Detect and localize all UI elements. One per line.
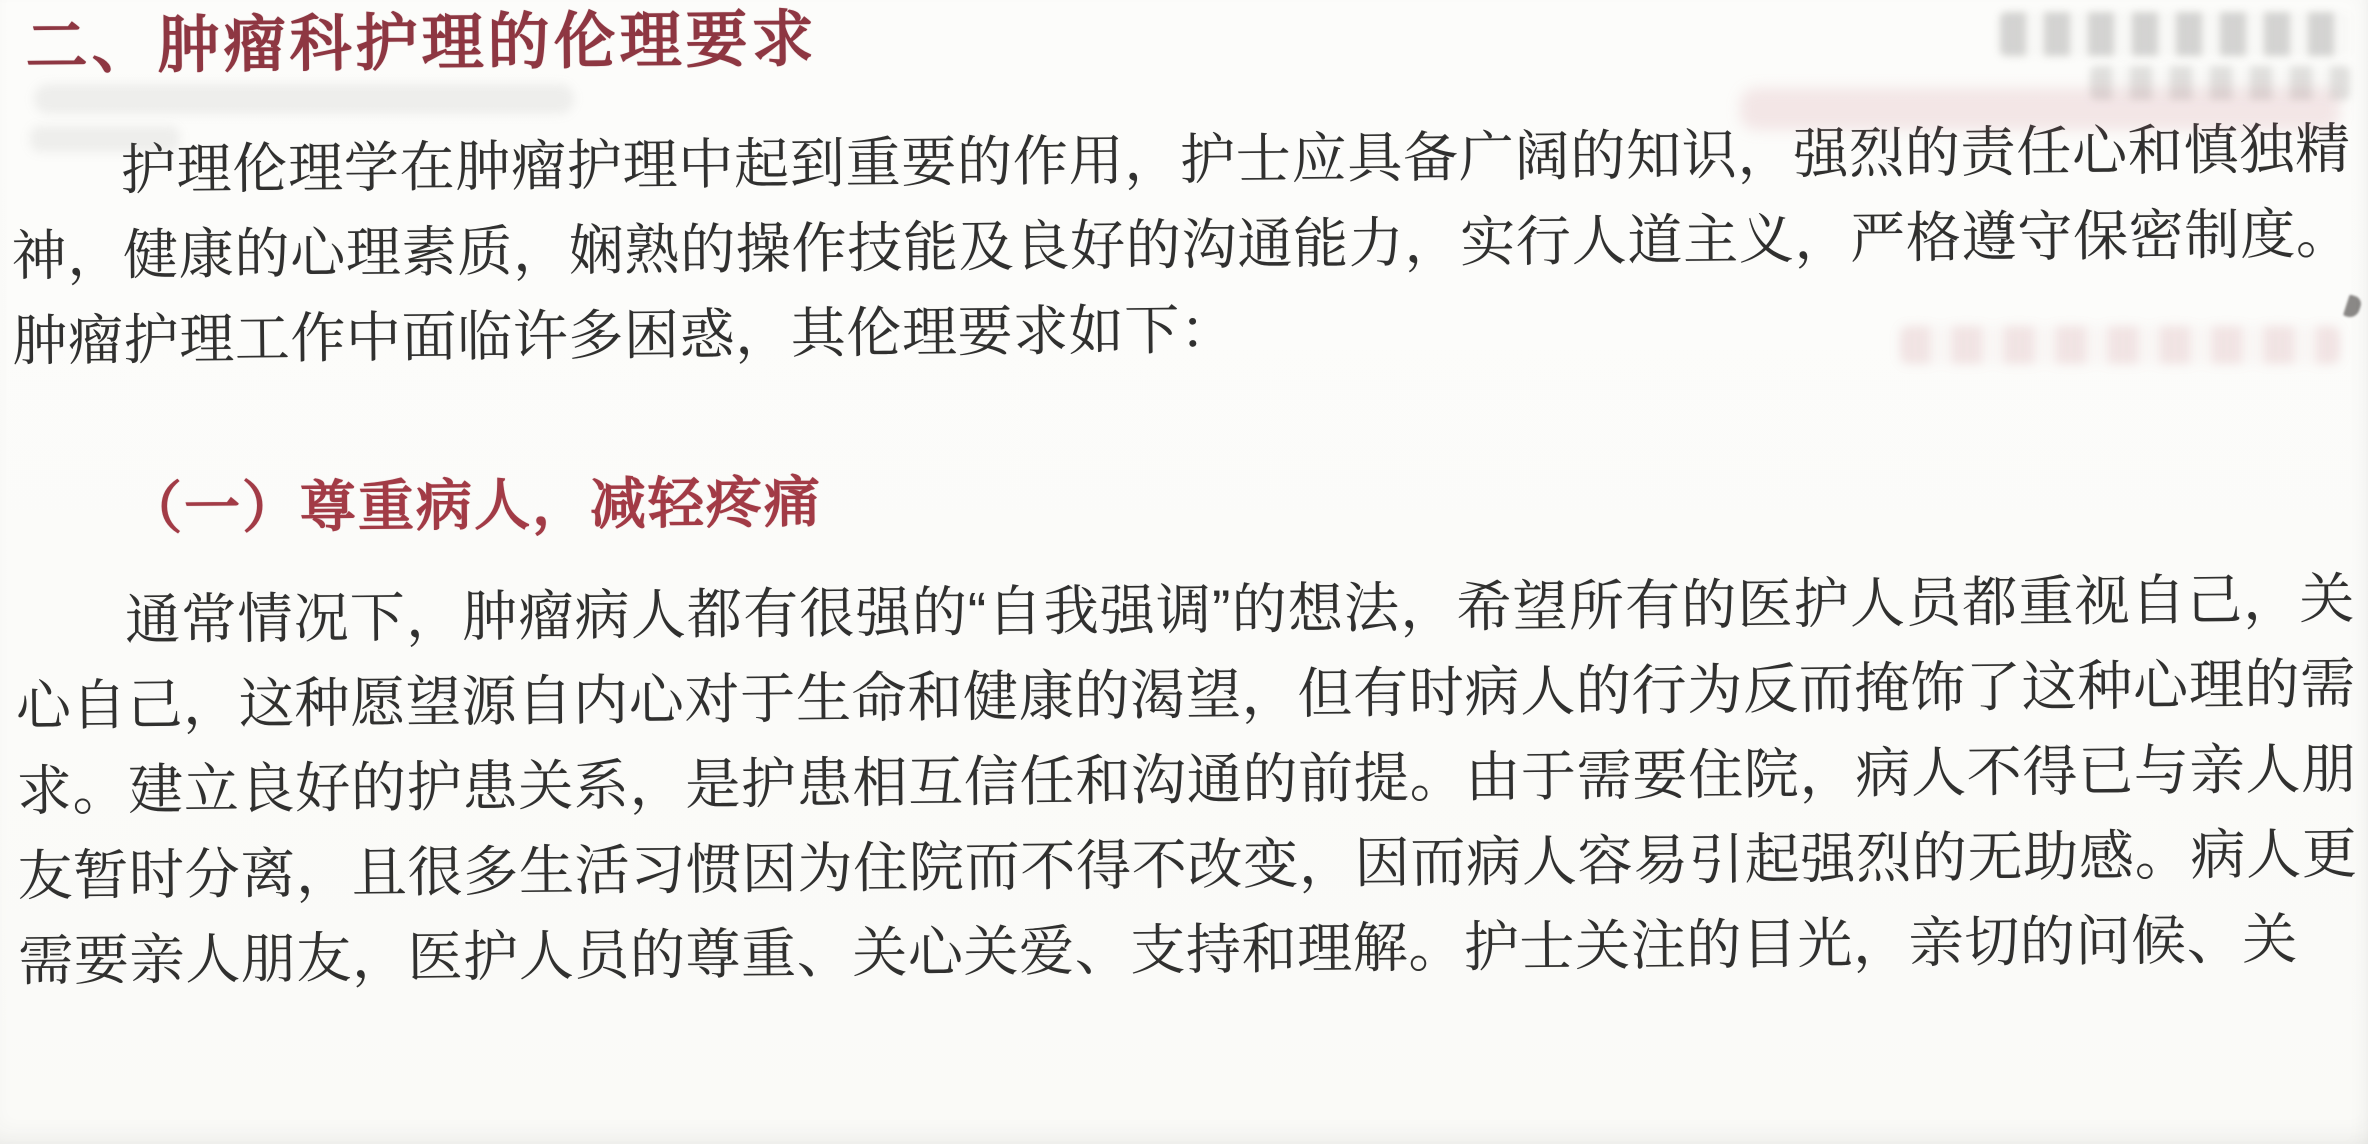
- section-heading: 二、肿瘤科护理的伦理要求: [25, 5, 818, 82]
- page-text-block: [9, 0, 2358, 1004]
- intro-paragraph: 护理伦理学在肿瘤护理中起到重要的作用，护士应具备广阔的知识，强烈的责任心和慎独精神，健康的心理素质，娴熟的操作技能及良好的沟通能力，实行人道主义，严格遵守保密制度。肿瘤护理工作中面临许多困惑，其伦理要求如下：: [11, 117, 2352, 373]
- subsection-paragraph: 通常情况下，肿瘤病人都有很强的“自我强调”的想法，希望所有的医护人员都重视自己，关心自己，这种愿望源自内心对于生命和健康的渴望，但有时病人的行为反而掩饰了这种心理的需求。建立良好的护患关系，是护患相互信任和沟通的前提。由于需要住院，病人不得已与亲人朋友暂时分离，且很多生活习惯因为住院而不得不改变，因而病人容易引起强烈的无助感。病人更需要亲人朋友，医护人员的尊重、关心关爱、支持和理解。护士关注的目光，亲切的问候、关: [15, 568, 2358, 993]
- subsection-heading: （一）尊重病人，减轻疼痛: [125, 470, 823, 541]
